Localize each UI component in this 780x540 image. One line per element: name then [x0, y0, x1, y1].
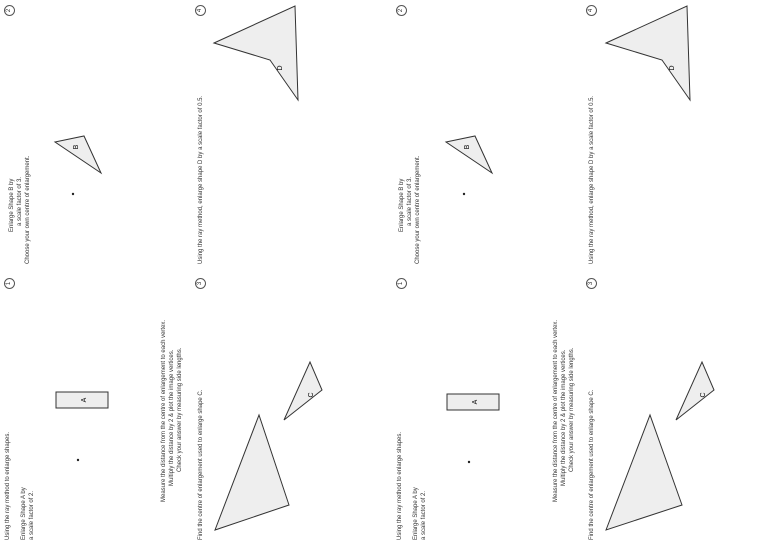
question-number-1: 1: [4, 278, 15, 289]
shape-d-label: D: [277, 65, 284, 71]
shape-a-label: A: [81, 397, 88, 403]
q1-scale-text-b: a scale factor of 2.: [421, 490, 427, 540]
q3-check-text: Check your answer by measuring side lengths.: [177, 347, 183, 472]
shape-a-label-b: A: [472, 399, 479, 405]
shape-b-label: B: [73, 144, 80, 150]
q1-instruction: Using the ray method to enlarge shapes.: [5, 431, 11, 540]
q4-instruction: Using the ray method, enlarge shape D by a scale factor of 0.5.: [198, 95, 204, 264]
question-number-2-b: 2: [396, 5, 407, 16]
q1-instruction-b: Using the ray method to enlarge shapes.: [397, 431, 403, 540]
q3-multiply-text-b: Multiply the distance by 2 & plot the image vertices.: [561, 349, 567, 486]
shape-b-b: [446, 136, 492, 173]
q2-centre-text: Choose your own centre of enlargement.: [25, 155, 31, 264]
q3-check-text-b: Check your answer by measuring side lengths.: [569, 347, 575, 472]
q2-centre-text-b: Choose your own centre of enlargement.: [415, 155, 421, 264]
q2-enlarge-text-b: Enlarge Shape B by: [399, 178, 405, 232]
q3-measure-text-b: Measure the distance from the centre of enlargement to each vertex.: [553, 319, 559, 502]
q3-find-centre-text-b: Find the centre of enlargement used to enlarge shape C.: [589, 389, 595, 540]
shape-c-image-b: [606, 415, 682, 530]
q2-scale-text-b: a scale factor of 3.: [407, 176, 413, 226]
q3-find-centre-text: Find the centre of enlargement used to enlarge shape C.: [198, 389, 204, 540]
question-number-3-b: 3: [586, 278, 597, 289]
shape-d-b: [606, 6, 690, 100]
centre-point-a-b: [468, 461, 470, 463]
q2-scale-text: a scale factor of 3.: [17, 176, 23, 226]
question-number-2: 2: [4, 5, 15, 16]
q1-enlarge-text-b: Enlarge Shape A by: [413, 487, 419, 540]
shape-c-b: [676, 362, 714, 420]
question-number-3: 3: [195, 278, 206, 289]
shape-d-label-b: D: [669, 65, 676, 71]
q2-enlarge-text: Enlarge Shape B by: [9, 178, 15, 232]
question-number-4: 4: [195, 5, 206, 16]
shape-c-label: C: [308, 392, 315, 398]
q1-enlarge-text: Enlarge Shape A by: [21, 487, 27, 540]
q4-instruction-b: Using the ray method, enlarge shape D by a scale factor of 0.5.: [589, 95, 595, 264]
shape-c-label-b: C: [700, 392, 707, 398]
shape-b-label-b: B: [464, 144, 471, 150]
question-number-4-b: 4: [586, 5, 597, 16]
question-number-1-b: 1: [396, 278, 407, 289]
centre-point-b-b: [463, 193, 465, 195]
shapes-canvas-right: [390, 0, 780, 540]
q1-scale-text: a scale factor of 2.: [29, 490, 35, 540]
q3-multiply-text: Multiply the distance by 2 & plot the image vertices.: [169, 349, 175, 486]
q3-measure-text: Measure the distance from the centre of enlargement to each vertex.: [161, 319, 167, 502]
